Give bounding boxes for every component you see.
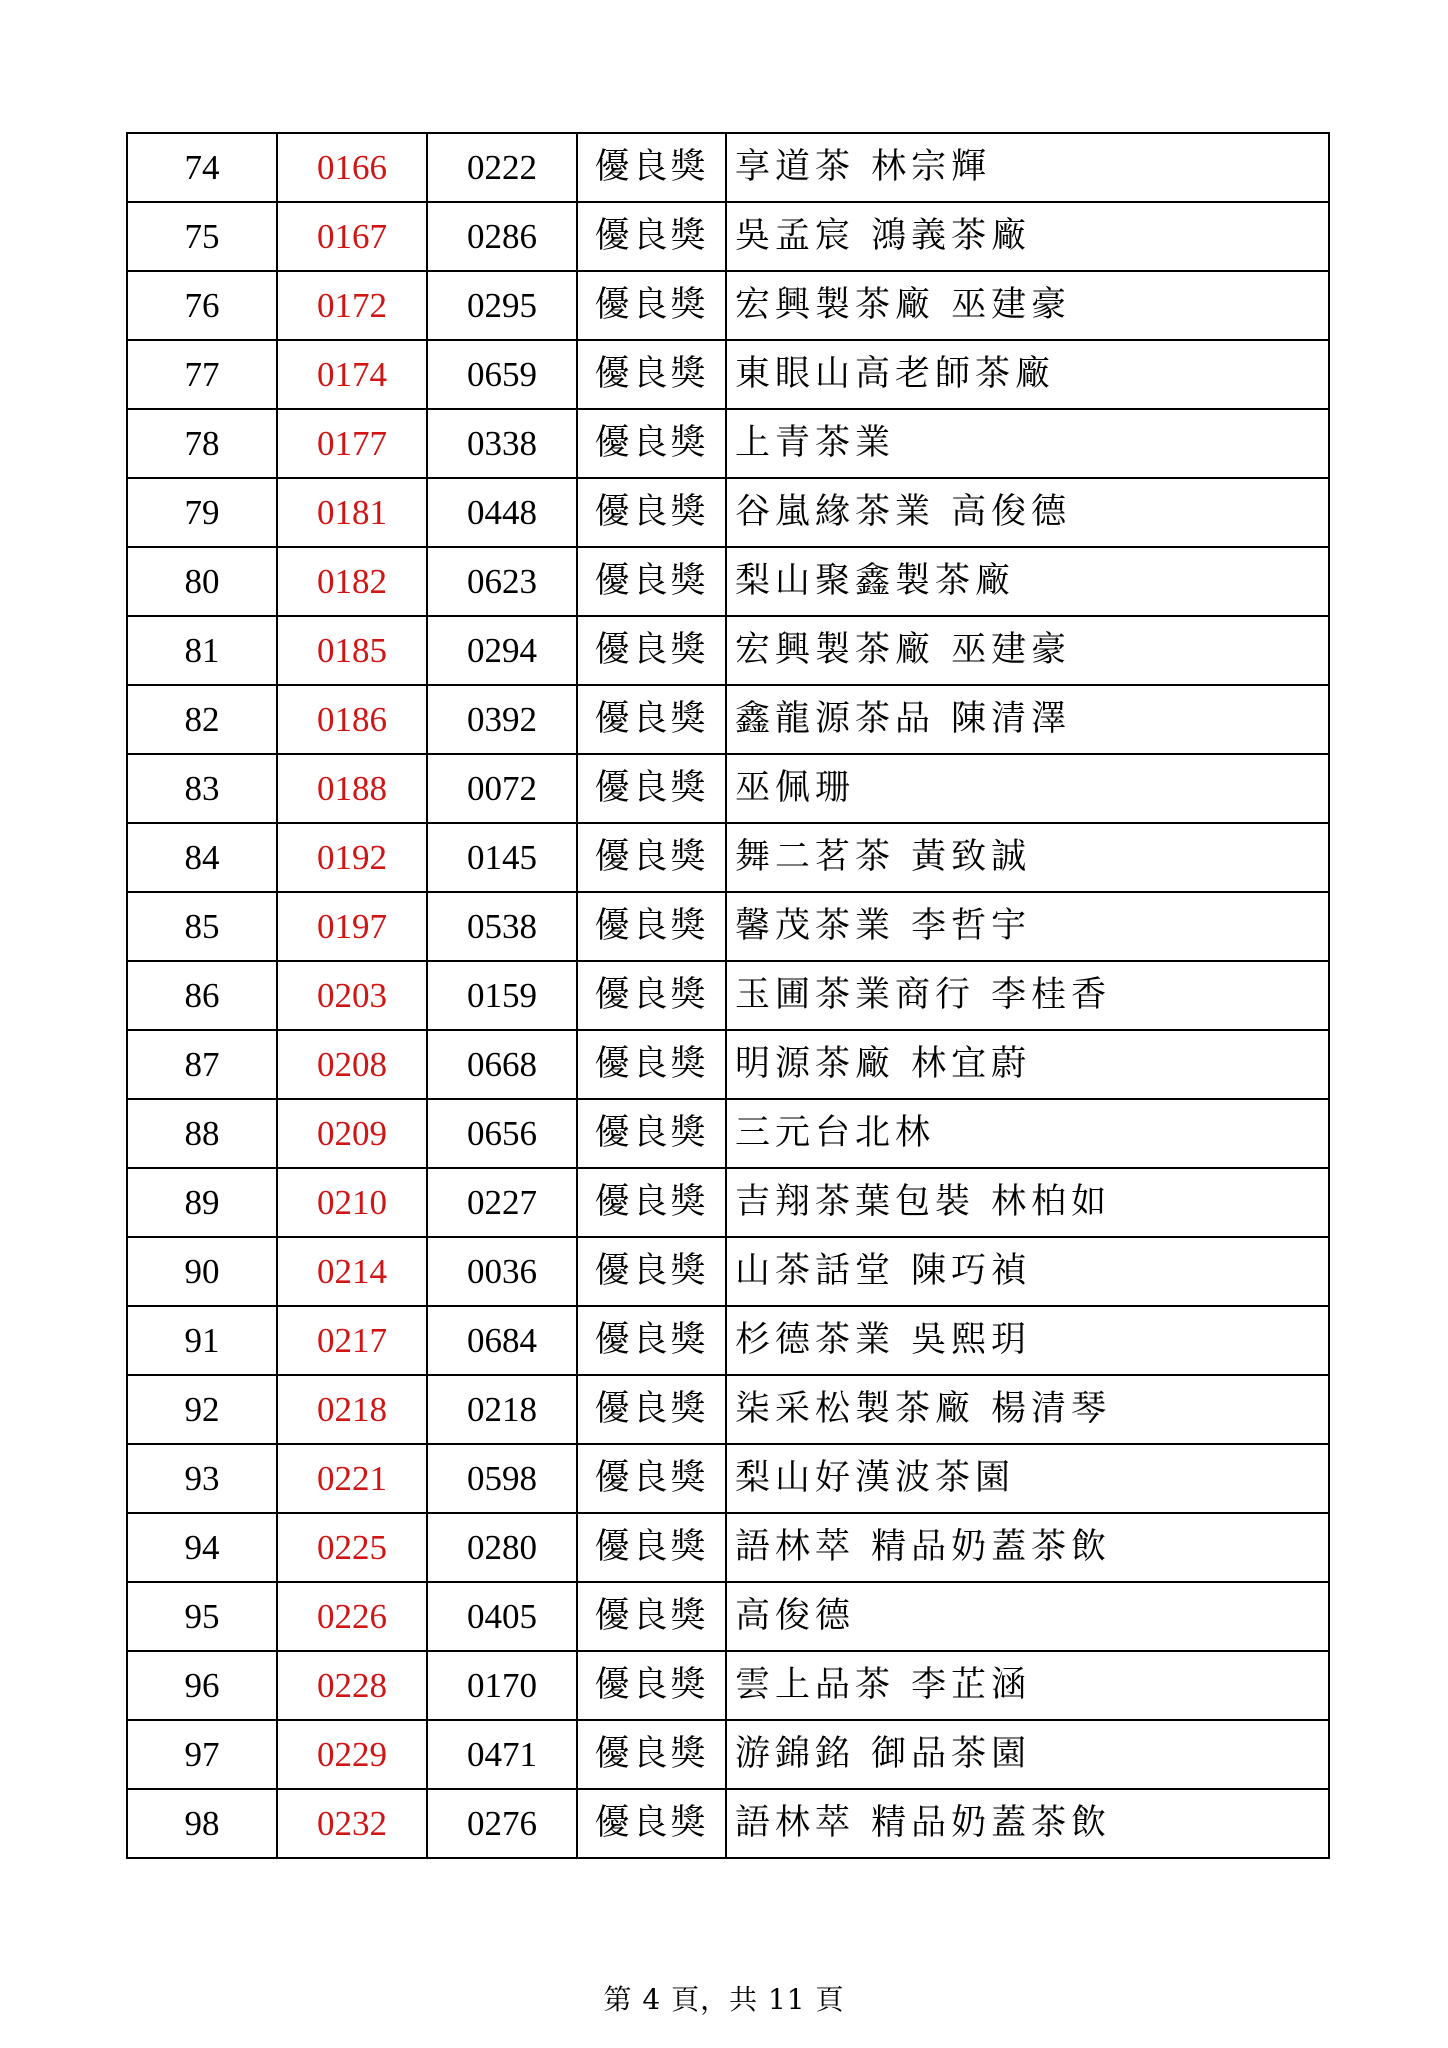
entry-number-cell: 0217	[277, 1306, 427, 1375]
sample-code-cell: 0656	[427, 1099, 577, 1168]
table-row	[127, 1582, 1329, 1651]
sample-code-cell: 0668	[427, 1030, 577, 1099]
row-sequence-cell: 78	[127, 409, 277, 478]
award-cell: 優良獎	[577, 754, 726, 823]
table-row	[127, 340, 1329, 409]
table-row	[127, 823, 1329, 892]
page-number-footer: 第 4 頁，共 11 頁	[603, 1983, 845, 2016]
entrant-name-cell: 明源茶廠 林宜蔚	[726, 1030, 1329, 1099]
award-cell: 優良獎	[577, 616, 726, 685]
award-cell: 優良獎	[577, 1099, 726, 1168]
entry-number-cell: 0203	[277, 961, 427, 1030]
entrant-name-cell: 高俊德	[726, 1582, 1329, 1651]
sample-code-cell: 0159	[427, 961, 577, 1030]
table-row	[127, 271, 1329, 340]
award-cell: 優良獎	[577, 1030, 726, 1099]
award-cell: 優良獎	[577, 892, 726, 961]
entrant-name-cell: 語林萃 精品奶蓋茶飲	[726, 1513, 1329, 1582]
table-row	[127, 1375, 1329, 1444]
table-row	[127, 1651, 1329, 1720]
row-sequence-cell: 92	[127, 1375, 277, 1444]
table-row	[127, 409, 1329, 478]
row-sequence-cell: 74	[127, 133, 277, 202]
sample-code-cell: 0684	[427, 1306, 577, 1375]
entry-number-cell: 0226	[277, 1582, 427, 1651]
award-cell: 優良獎	[577, 1237, 726, 1306]
table-row	[127, 1444, 1329, 1513]
sample-code-cell: 0280	[427, 1513, 577, 1582]
entrant-name-cell: 山茶話堂 陳巧禎	[726, 1237, 1329, 1306]
entrant-name-cell: 玉圃茶業商行 李桂香	[726, 961, 1329, 1030]
results-table	[126, 132, 1330, 1859]
table-row	[127, 685, 1329, 754]
entry-number-cell: 0182	[277, 547, 427, 616]
sample-code-cell: 0294	[427, 616, 577, 685]
award-cell: 優良獎	[577, 1444, 726, 1513]
table-row	[127, 1099, 1329, 1168]
award-cell: 優良獎	[577, 202, 726, 271]
entry-number-cell: 0208	[277, 1030, 427, 1099]
sample-code-cell: 0448	[427, 478, 577, 547]
entrant-name-cell: 游錦銘 御品茶園	[726, 1720, 1329, 1789]
entry-number-cell: 0185	[277, 616, 427, 685]
entry-number-cell: 0225	[277, 1513, 427, 1582]
award-cell: 優良獎	[577, 478, 726, 547]
entry-number-cell: 0174	[277, 340, 427, 409]
entrant-name-cell: 宏興製茶廠 巫建豪	[726, 271, 1329, 340]
award-cell: 優良獎	[577, 133, 726, 202]
award-cell: 優良獎	[577, 409, 726, 478]
table-row	[127, 1237, 1329, 1306]
entry-number-cell: 0167	[277, 202, 427, 271]
table-row	[127, 616, 1329, 685]
entrant-name-cell: 杉德茶業 吳熙玥	[726, 1306, 1329, 1375]
sample-code-cell: 0072	[427, 754, 577, 823]
award-cell: 優良獎	[577, 1306, 726, 1375]
table-row	[127, 961, 1329, 1030]
row-sequence-cell: 88	[127, 1099, 277, 1168]
sample-code-cell: 0145	[427, 823, 577, 892]
sample-code-cell: 0036	[427, 1237, 577, 1306]
entry-number-cell: 0232	[277, 1789, 427, 1858]
entry-number-cell: 0197	[277, 892, 427, 961]
entry-number-cell: 0192	[277, 823, 427, 892]
award-cell: 優良獎	[577, 1582, 726, 1651]
sample-code-cell: 0405	[427, 1582, 577, 1651]
entrant-name-cell: 谷嵐緣茶業 高俊德	[726, 478, 1329, 547]
entrant-name-cell: 舞二茗茶 黃致誠	[726, 823, 1329, 892]
row-sequence-cell: 81	[127, 616, 277, 685]
row-sequence-cell: 95	[127, 1582, 277, 1651]
entrant-name-cell: 語林萃 精品奶蓋茶飲	[726, 1789, 1329, 1858]
entry-number-cell: 0214	[277, 1237, 427, 1306]
table-row	[127, 1720, 1329, 1789]
entry-number-cell: 0181	[277, 478, 427, 547]
entrant-name-cell: 梨山好漢波茶園	[726, 1444, 1329, 1513]
row-sequence-cell: 79	[127, 478, 277, 547]
sample-code-cell: 0623	[427, 547, 577, 616]
row-sequence-cell: 85	[127, 892, 277, 961]
entry-number-cell: 0210	[277, 1168, 427, 1237]
entry-number-cell: 0186	[277, 685, 427, 754]
row-sequence-cell: 90	[127, 1237, 277, 1306]
entrant-name-cell: 吉翔茶葉包裝 林柏如	[726, 1168, 1329, 1237]
sample-code-cell: 0227	[427, 1168, 577, 1237]
row-sequence-cell: 75	[127, 202, 277, 271]
row-sequence-cell: 94	[127, 1513, 277, 1582]
award-cell: 優良獎	[577, 685, 726, 754]
row-sequence-cell: 80	[127, 547, 277, 616]
entrant-name-cell: 宏興製茶廠 巫建豪	[726, 616, 1329, 685]
sample-code-cell: 0338	[427, 409, 577, 478]
row-sequence-cell: 86	[127, 961, 277, 1030]
sample-code-cell: 0170	[427, 1651, 577, 1720]
row-sequence-cell: 84	[127, 823, 277, 892]
sample-code-cell: 0295	[427, 271, 577, 340]
award-cell: 優良獎	[577, 1168, 726, 1237]
award-cell: 優良獎	[577, 961, 726, 1030]
row-sequence-cell: 93	[127, 1444, 277, 1513]
entrant-name-cell: 吳孟宸 鴻義茶廠	[726, 202, 1329, 271]
award-cell: 優良獎	[577, 823, 726, 892]
entrant-name-cell: 梨山聚鑫製茶廠	[726, 547, 1329, 616]
entry-number-cell: 0166	[277, 133, 427, 202]
entrant-name-cell: 巫佩珊	[726, 754, 1329, 823]
sample-code-cell: 0598	[427, 1444, 577, 1513]
row-sequence-cell: 97	[127, 1720, 277, 1789]
sample-code-cell: 0222	[427, 133, 577, 202]
entry-number-cell: 0209	[277, 1099, 427, 1168]
entrant-name-cell: 三元台北林	[726, 1099, 1329, 1168]
row-sequence-cell: 83	[127, 754, 277, 823]
entrant-name-cell: 東眼山高老師茶廠	[726, 340, 1329, 409]
sample-code-cell: 0286	[427, 202, 577, 271]
table-row	[127, 478, 1329, 547]
table-row	[127, 892, 1329, 961]
table-row	[127, 1168, 1329, 1237]
entrant-name-cell: 柒采松製茶廠 楊清琴	[726, 1375, 1329, 1444]
award-cell: 優良獎	[577, 547, 726, 616]
table-row	[127, 133, 1329, 202]
award-cell: 優良獎	[577, 1789, 726, 1858]
row-sequence-cell: 87	[127, 1030, 277, 1099]
entry-number-cell: 0172	[277, 271, 427, 340]
row-sequence-cell: 91	[127, 1306, 277, 1375]
award-cell: 優良獎	[577, 271, 726, 340]
row-sequence-cell: 77	[127, 340, 277, 409]
table-row	[127, 547, 1329, 616]
entrant-name-cell: 雲上品茶 李芷涵	[726, 1651, 1329, 1720]
sample-code-cell: 0538	[427, 892, 577, 961]
table-row	[127, 202, 1329, 271]
sample-code-cell: 0276	[427, 1789, 577, 1858]
table-row	[127, 1789, 1329, 1858]
row-sequence-cell: 89	[127, 1168, 277, 1237]
sample-code-cell: 0392	[427, 685, 577, 754]
award-cell: 優良獎	[577, 1375, 726, 1444]
row-sequence-cell: 96	[127, 1651, 277, 1720]
award-cell: 優良獎	[577, 1513, 726, 1582]
table-row	[127, 1306, 1329, 1375]
results-table-body	[127, 133, 1329, 1858]
table-row	[127, 1030, 1329, 1099]
entry-number-cell: 0229	[277, 1720, 427, 1789]
entrant-name-cell: 享道茶 林宗輝	[726, 133, 1329, 202]
award-cell: 優良獎	[577, 1651, 726, 1720]
award-cell: 優良獎	[577, 1720, 726, 1789]
sample-code-cell: 0471	[427, 1720, 577, 1789]
row-sequence-cell: 98	[127, 1789, 277, 1858]
award-cell: 優良獎	[577, 340, 726, 409]
entry-number-cell: 0177	[277, 409, 427, 478]
entry-number-cell: 0221	[277, 1444, 427, 1513]
row-sequence-cell: 76	[127, 271, 277, 340]
entrant-name-cell: 馨茂茶業 李哲宇	[726, 892, 1329, 961]
table-row	[127, 754, 1329, 823]
entry-number-cell: 0228	[277, 1651, 427, 1720]
entrant-name-cell: 上青茶業	[726, 409, 1329, 478]
row-sequence-cell: 82	[127, 685, 277, 754]
sample-code-cell: 0659	[427, 340, 577, 409]
sample-code-cell: 0218	[427, 1375, 577, 1444]
entry-number-cell: 0188	[277, 754, 427, 823]
entry-number-cell: 0218	[277, 1375, 427, 1444]
entrant-name-cell: 鑫龍源茶品 陳清澤	[726, 685, 1329, 754]
table-row	[127, 1513, 1329, 1582]
